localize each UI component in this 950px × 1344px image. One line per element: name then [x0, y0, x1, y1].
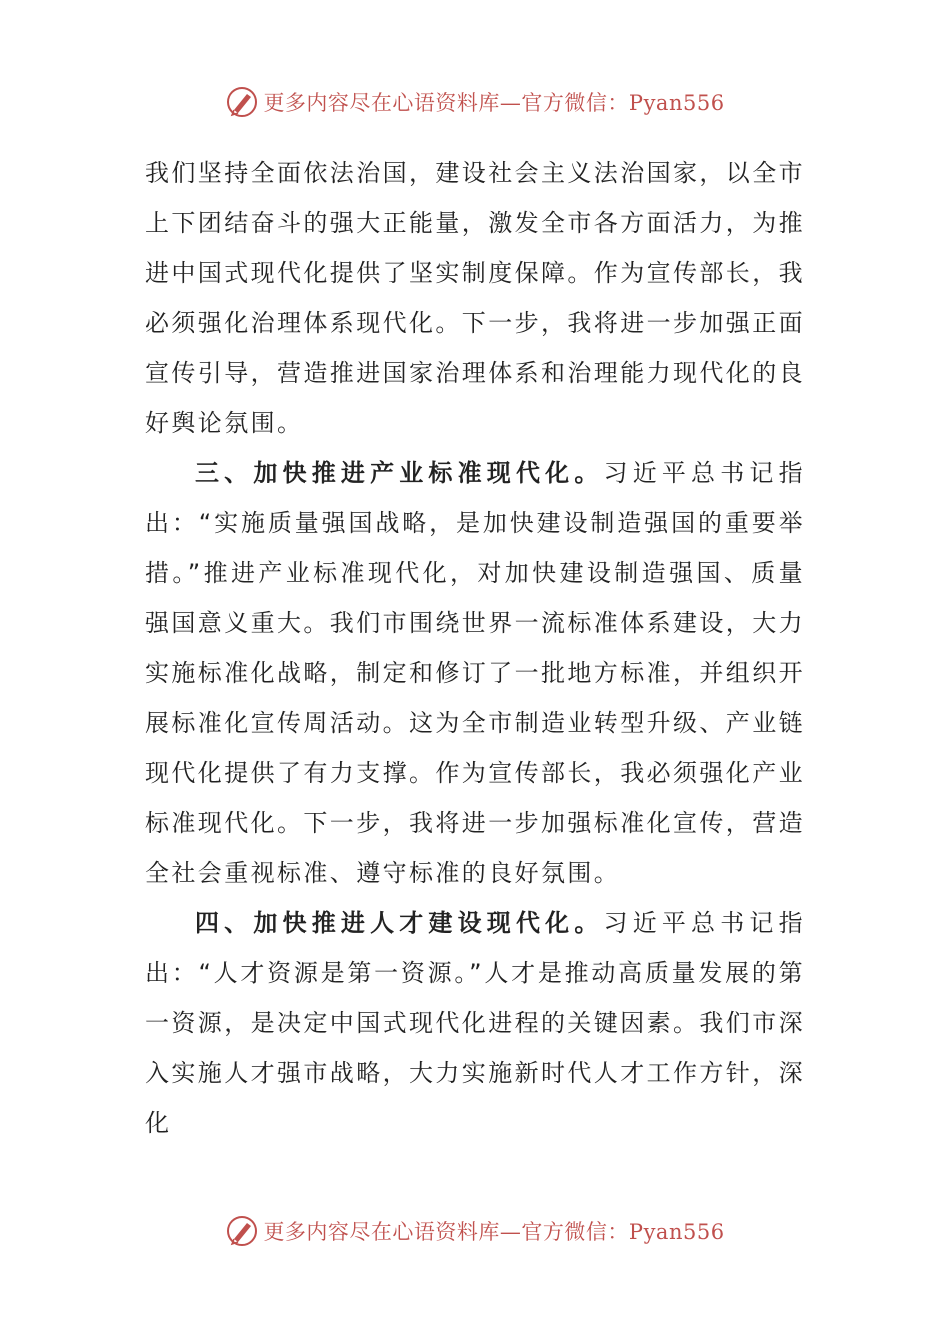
paragraph-1-body: 我们坚持全面依法治国，建设社会主义法治国家，以全市上下团结奋斗的强大正能量，激发全市各方面活力，为推进中国式现代化提供了坚实制度保障。作为宣传部长，我必须强化治理体系现代化。下一步，我将进一步加强正面宣传引导，营造推进国家治理体系和治理能力现代化的良好舆论氛围。 [145, 159, 805, 437]
header-watermark [0, 82, 950, 122]
paragraph-3-body: 习近平总书记指出：“人才资源是第一资源。”人才是推动高质量发展的第一资源，是决定中国式现代化进程的关键因素。我们市深入实施人才强市战略，大力实施新时代人才工作方针，深化 [145, 909, 805, 1137]
section-three-heading: 三、加快推进产业标准现代化。 [195, 459, 604, 487]
watermark-text: 更多内容尽在心语资料库—官方微信：Pyan556 [263, 1220, 725, 1244]
paragraph-2 [145, 448, 805, 898]
watermark-text: 更多内容尽在心语资料库—官方微信：Pyan556 [263, 91, 725, 115]
footer-watermark [0, 1211, 950, 1251]
paragraph-2-body: 习近平总书记指出：“实施质量强国战略，是加快建设制造强国的重要举措。”推进产业标准现代化，对加快建设制造强国、质量强国意义重大。我们市围绕世界一流标准体系建设，大力实施标准化战略，制定和修订了一批地方标准，并组织开展标准化宣传周活动。这为全市制造业转型升级、产业链现代化提供了有力支撑。作为宣传部长，我必须强化产业标准现代化。下一步，我将进一步加强标准化宣传，营造全社会重视标准、遵守标准的良好氛围。 [145, 459, 805, 887]
pen-logo-icon [225, 85, 259, 119]
paragraph-1 [145, 148, 805, 448]
document-body [145, 148, 805, 1148]
pen-logo-icon [225, 1214, 259, 1248]
paragraph-3 [145, 898, 805, 1148]
section-four-heading: 四、加快推进人才建设现代化。 [195, 909, 604, 937]
